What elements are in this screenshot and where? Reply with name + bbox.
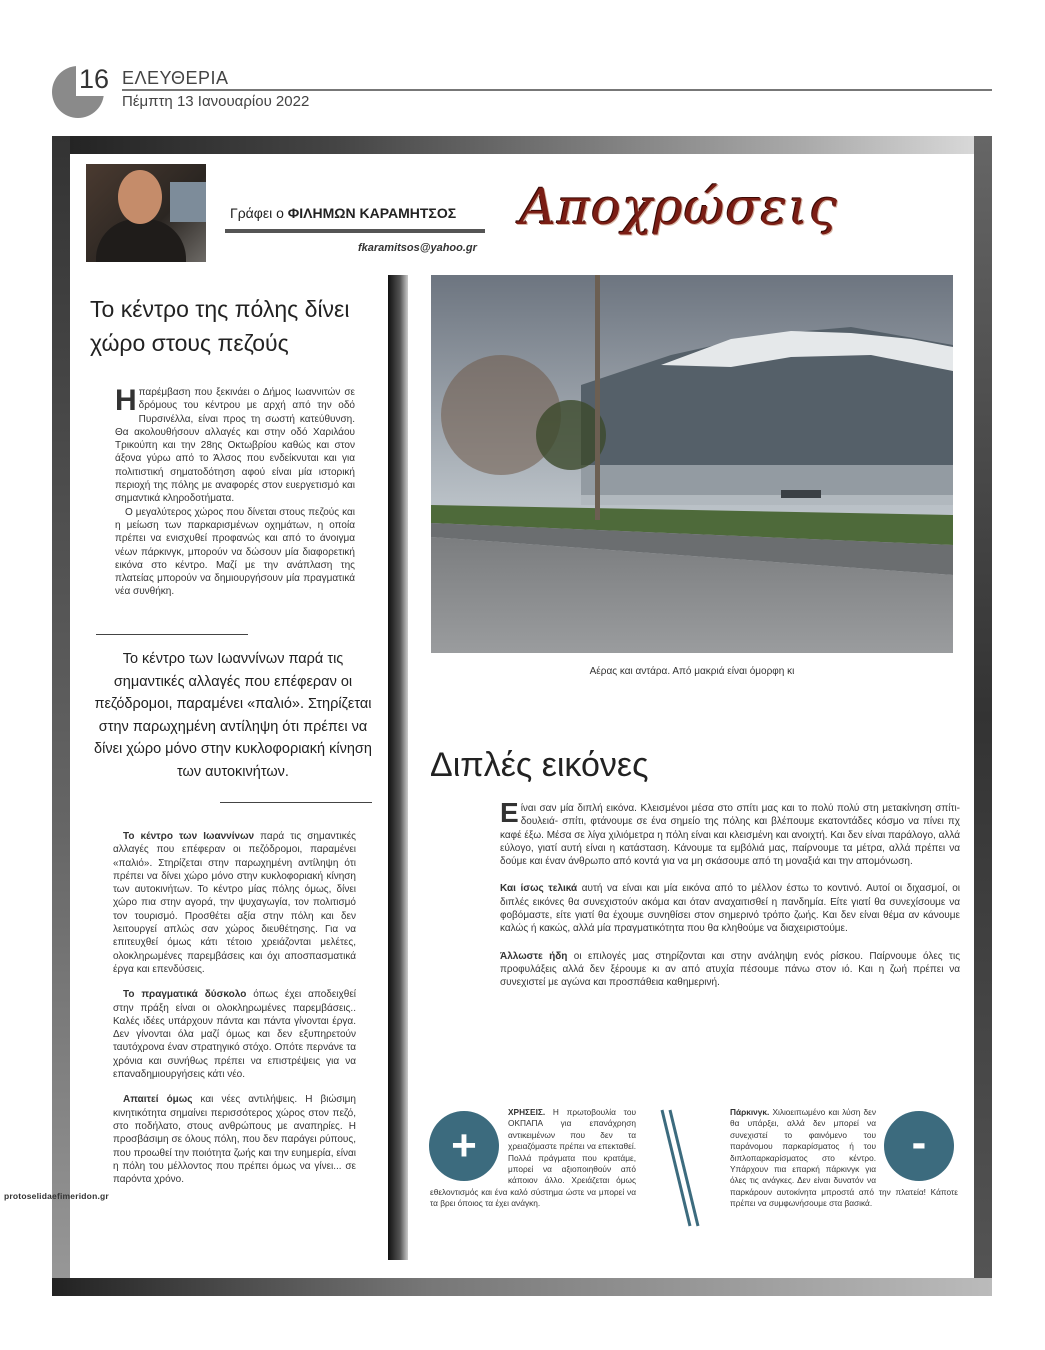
- author-name: ΦΙΛΗΜΩΝ ΚΑΡΑΜΗΤΣΟΣ: [287, 205, 457, 221]
- column-divider-band: [388, 275, 408, 1260]
- left-dropcap: Η: [115, 384, 137, 417]
- lake-landscape-photo: [431, 275, 953, 653]
- watermark: protoselidaefimeridon.gr: [4, 1191, 109, 1201]
- right-article-headline: Διπλές εικόνες: [430, 746, 649, 784]
- paragraph-lead: Άλλωστε ήδη: [500, 950, 568, 962]
- left-article-body: [113, 830, 356, 1198]
- byline: [230, 205, 456, 221]
- pull-quote-rule-top: [96, 634, 248, 635]
- frame-right-band: [974, 136, 992, 1296]
- right-paragraph: [500, 950, 960, 990]
- left-paragraph: [113, 988, 356, 1081]
- left-paragraph: [113, 1093, 356, 1186]
- paragraph-lead: Το κέντρο των Ιωαννίνων: [123, 831, 255, 842]
- author-photo-body: [96, 219, 186, 262]
- right-paragraph: [500, 882, 960, 935]
- frame-bottom-band: [52, 1278, 992, 1296]
- author-photo-head: [118, 170, 162, 224]
- minus-lead: Πάρκινγκ.: [730, 1107, 770, 1117]
- frame-top-band: [52, 136, 992, 154]
- paragraph-lead: Απαιτεί όμως: [123, 1094, 193, 1106]
- column-title-logo: Αποχρώσεις: [520, 178, 839, 236]
- paragraph-text: όπως έχει αποδειχθεί στην πράξη είναι οι ολοκληρωμένες παρεμβάσεις.. Καλές ιδέες υπάρχουν πάντα και πάντα γίνονται έργα. Δεν γίνονται όλα μαζί όμως και δεν εξυπηρετούν ταυτόχρονα έναν στρατηγικό στόχο. Οπότε περνάνε τα χρόνια και συνήθως πρέπει να επιστρέψεις για να επαναδημιουργήσεις κάτι νέο.: [113, 989, 357, 1081]
- minus-icon: -: [884, 1111, 954, 1181]
- paragraph-text: παρά τις σημαντικές αλλαγές που επέφεραν οι πεζόδρομοι, παραμένει «παλιό». Στηρίζεται στην παρωχημένη αντίληψη ότι πρέπει να δίνει χώρο μόνο στην κυκλοφοριακή κίνηση των αυτοκινήτων. Το κέντρο μίας πόλης όμως, δίνει χώρο πια στην αγορά, την ψυχαγωγία, τον πολιτισμό τον τουρισμό. Προσθέτει αξία στην πόλη και δεν λειτουργεί απλώς σαν χώρος διευθέτησης. Για να επιτευχθεί όμως κάτι τέτοιο χρειάζονται μελέτες, ολοκληρωμένες παρεμβάσεις και όχι αποσπασματικά έργα και επενδύσεις.: [113, 831, 356, 975]
- right-dropcap: Ε: [500, 797, 519, 828]
- right-paragraph: [500, 797, 960, 868]
- publication-date: Πέμπτη 13 Ιανουαρίου 2022: [122, 93, 310, 110]
- left-intro-text: παρέμβαση που ξεκινάει ο Δήμος Ιωαννιτών σε δρόμους του κέντρου με αρχή από την οδό Πυρσινέλλα, είναι προς τη σωστή κατεύθυνση. Θα ακολουθήσουν αλλαγές και στην οδό Χαριλάου Τρικούπη και την 28ης Οκτωβρίου καθώς και στον άξονα γύρω από το Άλσος που ενδείκνυται και για πολιτιστική σηματοδότηση αφού είναι μία ιστορική περιοχή της πόλης με αναφορές στον ευεργετισμό και σημαντικά κληροδοτήματα.: [115, 387, 355, 505]
- page-number: 16: [79, 64, 110, 94]
- pull-quote: Το κέντρο των Ιωαννίνων παρά τις σημαντικές αλλαγές που επέφεραν οι πεζόδρομοι, παραμένει «παλιό». Στηρίζεται στην παρωχημένη αντίληψη ότι πρέπει να δίνει χώρο μόνο στην κυκλοφοριακή κίνηση των αυτοκινήτων.: [94, 651, 372, 780]
- paragraph-text: οι επιλογές μας στηρίζονται και στην ανάληψη ενός ρίσκου. Παίρνουμε όλες τις προφυλάξεις αλλά δεν ξέρουμε κι αν από ατυχία πέσουμε πάνω στον ιό. Και η ζωή πρέπει να συνεχιστεί με αγώνα και προσπάθεια καθημερινή.: [500, 950, 961, 989]
- right-article-body: [500, 797, 961, 1004]
- left-article-headline: Το κέντρο της πόλης δίνει χώρο στους πεζούς: [90, 296, 350, 356]
- byline-rule: [225, 229, 485, 233]
- article-photo: [431, 275, 953, 653]
- author-photo: [86, 164, 206, 262]
- left-paragraph: [113, 830, 356, 976]
- paragraph-text: ίναι σαν μία διπλή εικόνα. Κλεισμένοι μέσα στο σπίτι μας και το πολύ πολύ στη μετακίνηση σπίτι-δουλειά- σπίτι, φτάνουμε σε ένα σημείο της πόλης και βλέπουμε εκατοντάδες κόσμο να πίνει πχ καφέ έξω. Μέσα σε λίγα χιλιόμετρα η πόλη είναι και κλεισμένη και ανοιχτή. Και δεν είναι παράλογο, αλλά εύλογο, γιατί αυτή είναι η κατάσταση. Κάνουμε τα εμβόλιά μας, παίρνουμε τα μέτρα, αλλά πρέπει να δούμε και έναν άνθρωπο από κοντά για να μη σκάσουμε από τη μοναξιά και την απομόνωση.: [500, 803, 960, 868]
- pull-quote-rule-bottom: [220, 802, 372, 803]
- paragraph-lead: Το πραγματικά δύσκολο: [123, 989, 247, 1001]
- minus-text: Χιλιοειπωμένο και λύση δεν θα υπάρξει, αλλά δεν μπορεί να συνεχιστεί το φαινόμενο του παράνομου παρκαρίσματος ή του διπλοπαρκαρίσματος στο κέντρο. Υπάρχουν πια επαρκή πάρκινγκ για όλες τις ανάγκες. Δεν είναι δυνατόν να παρκάρουν αυτοκίνητα μπροστά από την πλατεία! Κάποτε πρέπει να συμφωνήσουμε στα βασικά.: [730, 1107, 958, 1209]
- byline-prefix: Γράφει ο: [230, 205, 284, 221]
- header-rule: [122, 89, 992, 91]
- photo-caption: Αέρας και αντάρα. Από μακριά είναι όμορφη κι: [589, 666, 795, 677]
- author-photo-monitor: [170, 182, 206, 222]
- paragraph-text: αυτή να είναι και μία εικόνα από το μέλλον έστω το κοντινό. Αυτοί οι διχασμοί, οι διπλές εικόνες θα συνεχιστούν ακόμα και όταν αναχαιτισθεί η πανδημία. Είτε γιατί θα συνεχίσουμε να φοβόμαστε, είτε γιατί θα έχουμε συνηθίσει στον σημερινό τρόπο ζωής. Και δεν είναι θέμα αν κάνουμε καλώς ή κακώς, αλλά μία πραγματικότητα που θα κληθούμε να διαχειριστούμε.: [500, 883, 960, 935]
- double-slash-divider: [660, 1108, 700, 1228]
- paragraph-text: και νέες αντιλήψεις. Η βιώσιμη κινητικότητα σημαίνει περισσότερος χώρος στον πεζό, στο ποδήλατο, στους ανθρώπους με αναπηρίες. Η προσβάσιμη σε όλους πόλη, που δεν παράγει ρύπους, που προωθεί την ποιότητα ζωής και την ευημερία, είναι η πόλη του μέλλοντος που πρέπει όμως να γίνει... σε παρόντα χρόνο.: [113, 1094, 356, 1186]
- author-email[interactable]: fkaramitsos@yahoo.gr: [358, 242, 477, 254]
- left-intro-second: Ο μεγαλύτερος χώρος που δίνεται στους πεζούς και η μείωση των παρκαρισμένων οχημάτων, η οποία πρέπει να ενισχυθεί προφανώς και από το άνοιγμα νέων πάρκινγκ, μπορούν να δώσουν μία διαφορετική εικόνα στο κέντρο. Μαζί με την ανάπλαση της πλατείας μπορούν να δημιουργήσουν μία πραγματικά νέα συνθήκη.: [115, 506, 355, 598]
- plus-lead: ΧΡΗΣΕΙΣ.: [508, 1107, 546, 1117]
- paragraph-lead: Και ίσως τελικά: [500, 883, 578, 895]
- plus-text: Η πρωτοβουλία του ΟΚΠΑΠΑ για επανάχρηση αντικειμένων που δεν τα χρειαζόμαστε πρέπει να επεκταθεί. Πολλά πράγματα που κρατάμε, μπορεί να αξιοποιηθούν από κάποιον άλλο. Χρειάζεται όμως εθελοντισμός και ένα καλό σύστημα ώστε να μπορεί να τα βρει όποιος τα έχει ανάγκη.: [430, 1107, 636, 1209]
- left-article-intro: [115, 386, 355, 599]
- publication-name: ΕΛΕΥΘΕΡΙΑ: [122, 68, 229, 88]
- frame-left-band: [52, 136, 70, 1296]
- plus-icon: +: [429, 1111, 499, 1181]
